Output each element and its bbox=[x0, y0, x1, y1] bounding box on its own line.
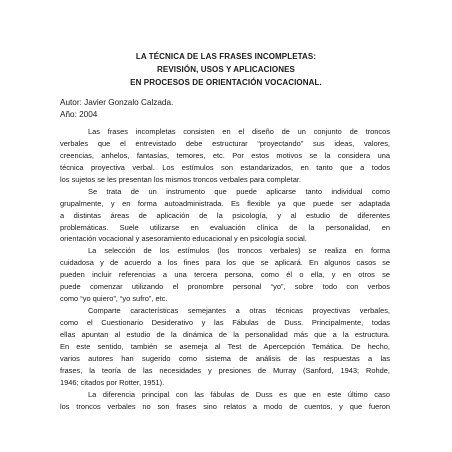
author-line: Autor: Javier Gonzalo Calzada. bbox=[60, 98, 174, 107]
paragraph-line: verbales que el entrevistado debe estructurar “proyectando” sus ideas, valores, bbox=[60, 138, 390, 148]
document-title bbox=[60, 50, 392, 89]
title-line: EN PROCESOS DE ORIENTACIÓN VOCACIONAL. bbox=[130, 78, 322, 87]
paragraph-line: Comparte características semejantes a otras técnicas proyectivas verbales, bbox=[88, 306, 390, 316]
paragraph-line: 1946; citados por Rotter, 1951). bbox=[60, 377, 165, 387]
paragraph-line: frases, la teoría de las necesidades y presiones de Murray (Sanford, 1943; Rohde, bbox=[60, 365, 390, 375]
paragraph-line: Las frases incompletas consisten en el diseño de un conjunto de troncos bbox=[88, 127, 390, 136]
paragraph-line: como el Cuestionario Desiderativo y las Fábulas de Duss. Principalmente, todas bbox=[60, 318, 390, 327]
paragraph-line: los sujetos se les presentan los mismos troncos verbales para completar. bbox=[60, 174, 302, 184]
paragraph-line: grupalmente, y en forma autoadministrada. Es flexible ya que puede ser adaptada bbox=[60, 198, 390, 208]
year-line: Año: 2004 bbox=[60, 110, 98, 119]
title-line: LA TÉCNICA DE LAS FRASES INCOMPLETAS: bbox=[135, 52, 317, 61]
body-text bbox=[60, 126, 390, 413]
paragraph-line: los troncos verbales no son frases sino relatos a modo de cuentos, y que fueron bbox=[60, 401, 390, 411]
paragraph-line: cuidadosa y de acuerdo a los fines para los que se aplicará. En algunos casos se bbox=[60, 258, 390, 268]
paragraph-line: pueden incluir referencias a una tercera persona, como él o ella, y en otros se bbox=[60, 270, 390, 280]
paragraph-line: problemáticas. Suele utilizarse en evaluación clínica de la personalidad, en bbox=[60, 222, 390, 232]
title-line: REVISIÓN, USOS Y APLICACIONES bbox=[157, 65, 295, 74]
paragraph-line: a distintas áreas de aplicación de la psicología, y al estudio de diferentes bbox=[60, 210, 390, 220]
paragraph-line: técnica proyectiva verbal. Los estímulos son estandarizados, en tanto que a todos bbox=[60, 162, 390, 172]
paragraph-line: La selección de los estímulos (los troncos verbales) se realiza en forma bbox=[88, 246, 390, 256]
paragraph-line: puede comenzar utilizando el pronombre personal “yo”, sobre todo con verbos bbox=[60, 282, 390, 292]
paragraph-line: creencias, anhelos, fantasías, temores, etc. Por estos motivos se la considera una bbox=[60, 150, 390, 160]
paragraph-line: En este sentido, también se asemeja al Test de Apercepción Temática. De hecho, bbox=[60, 341, 390, 351]
paragraph-line: La diferencia principal con las fábulas de Duss es que en este último caso bbox=[88, 389, 390, 399]
paragraph-line: como “yo quiero”, “yo sufro”, etc. bbox=[60, 294, 168, 304]
paragraph-line: varios autores han sugerido como sistema de análisis de las respuestas a las bbox=[60, 353, 390, 363]
paragraph-line: orientación vocacional y asesoramiento educacional y en psicología social. bbox=[60, 234, 307, 244]
paragraph-line: Se trata de un instrumento que puede aplicarse tanto individual como bbox=[88, 186, 390, 196]
paragraph-line: ellas apuntan al estudio de la dinámica de la personalidad más que a la estructura. bbox=[60, 329, 390, 339]
